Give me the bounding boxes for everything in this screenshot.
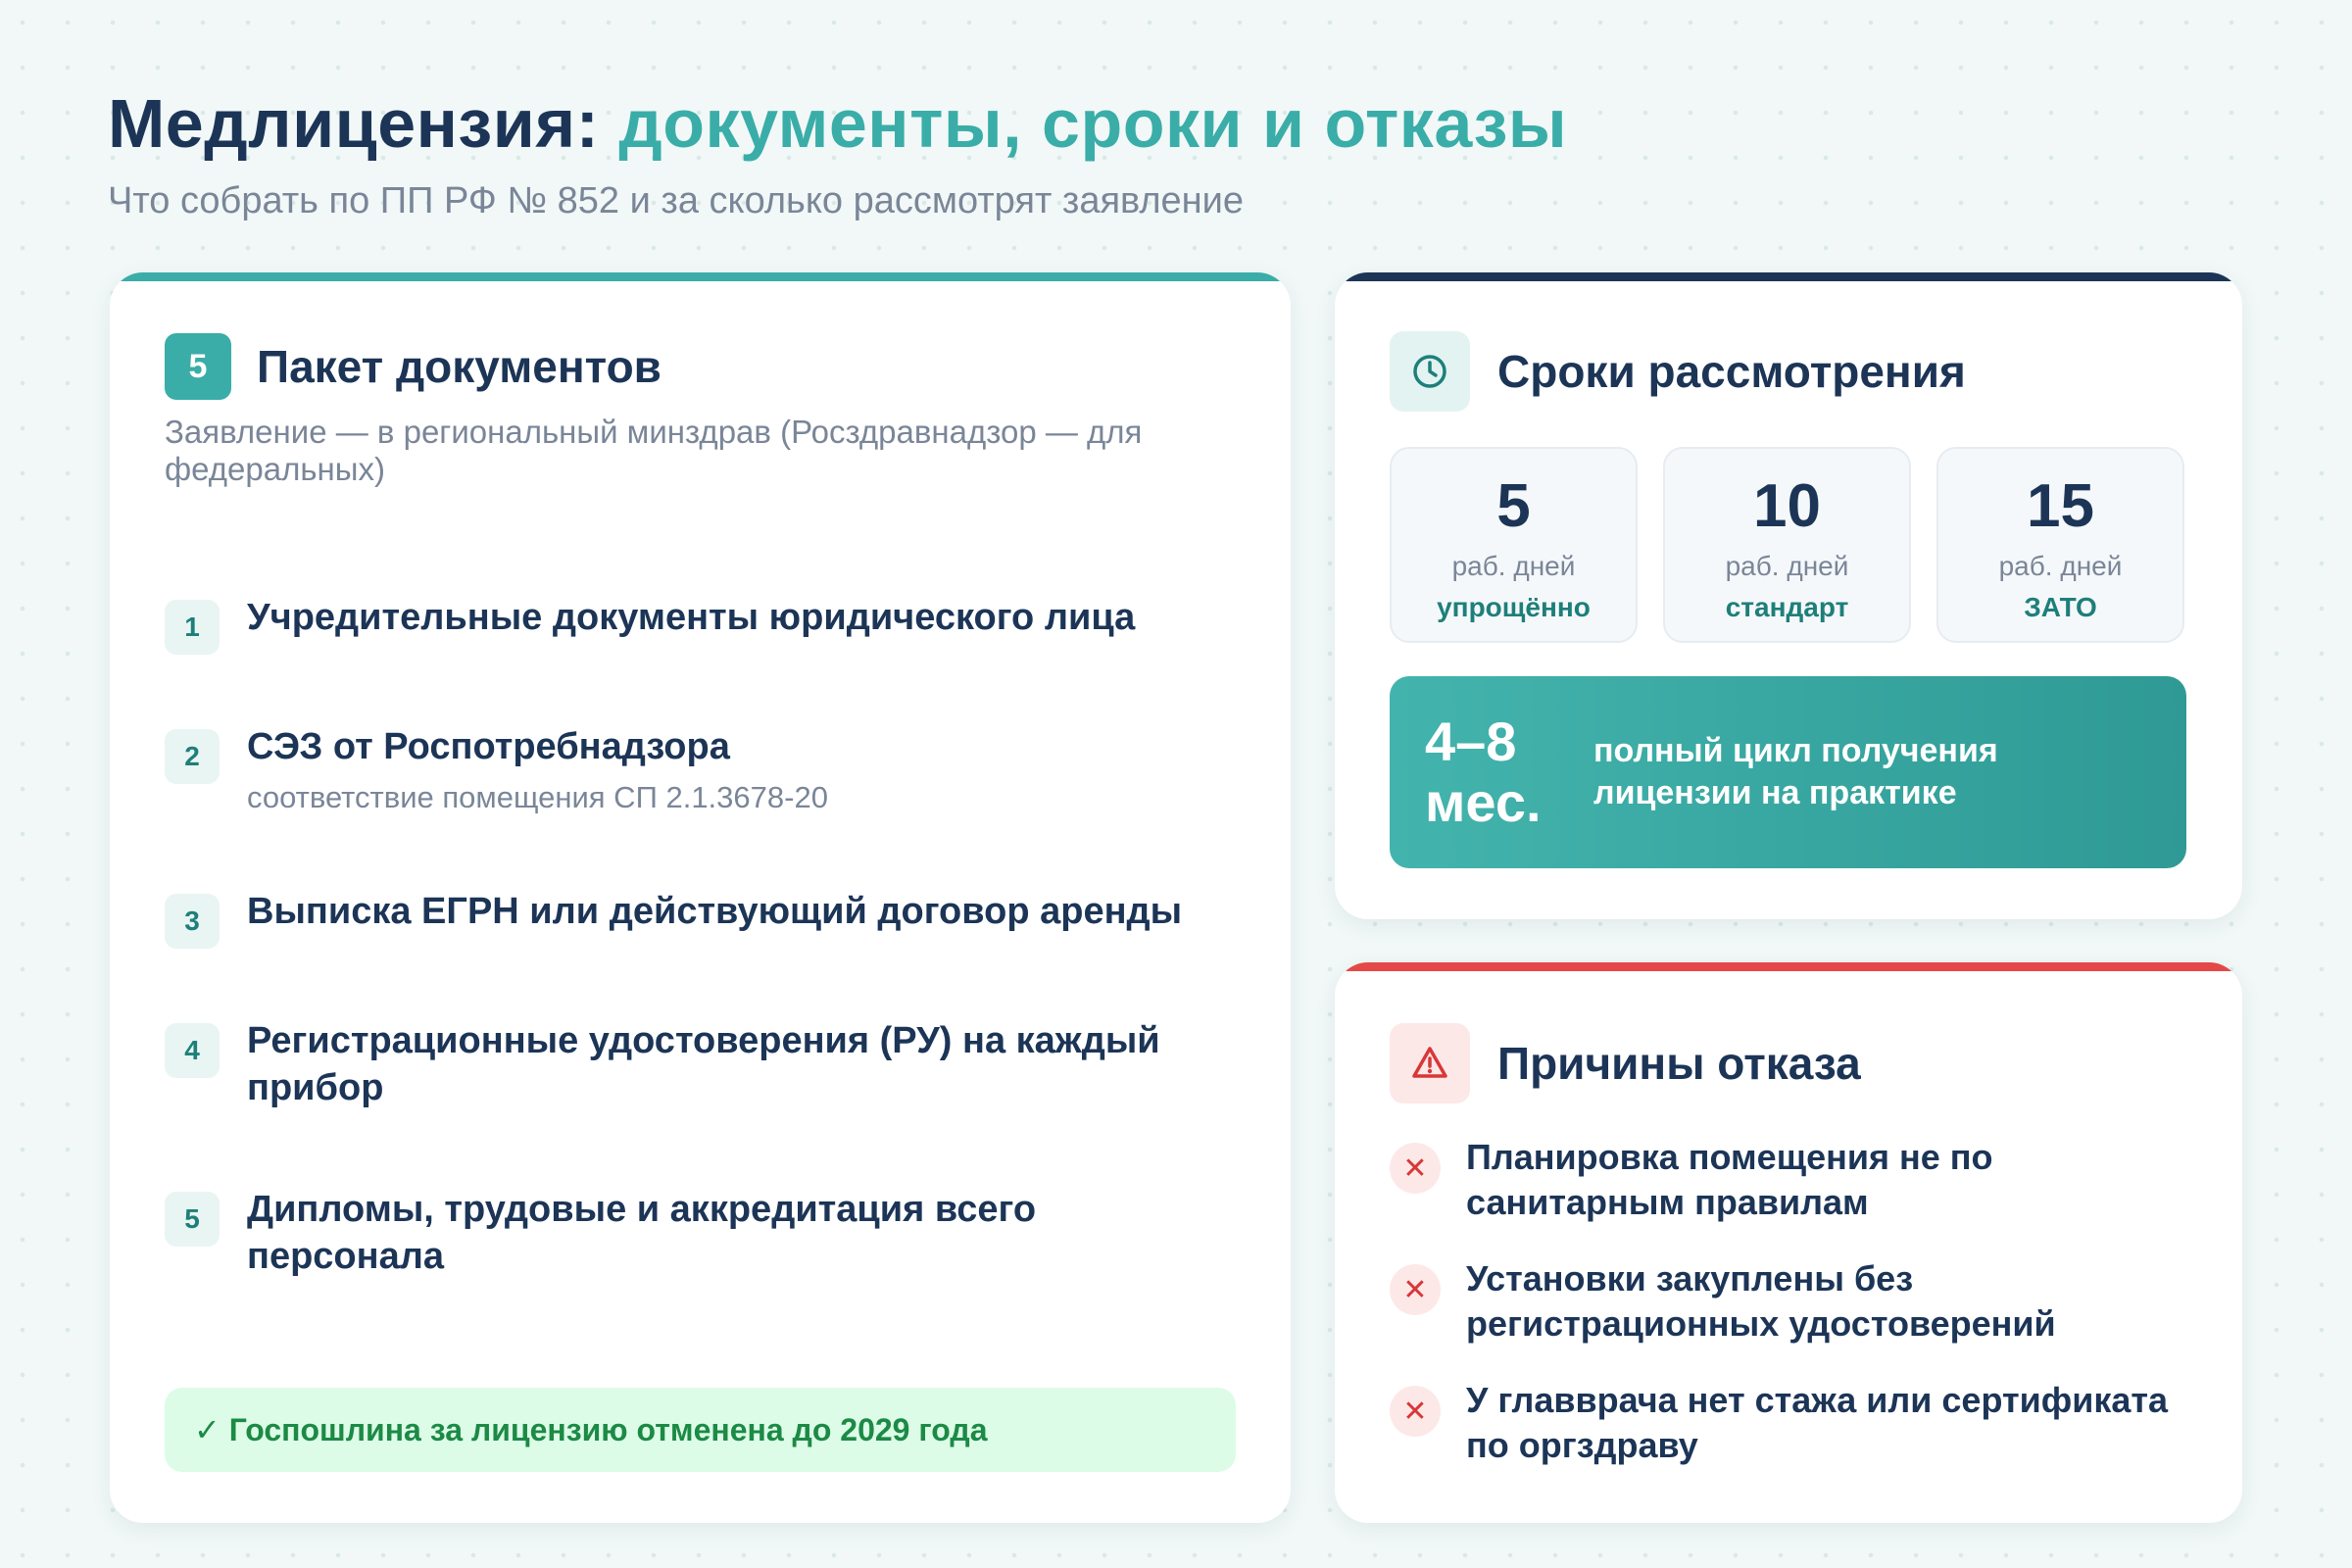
item-number: 1 [165, 600, 220, 655]
refusal-title: Причины отказа [1497, 1038, 1861, 1089]
cycle-value: 4–8 мес. [1425, 710, 1542, 833]
close-icon: ✕ [1390, 1264, 1441, 1315]
refusal-reason [1390, 1378, 2193, 1468]
list-item [165, 1017, 1252, 1111]
term-kind: ЗАТО [2024, 592, 2097, 622]
fee-banner: ✓ Госпошлина за лицензию отменена до 2029 года [165, 1388, 1236, 1472]
item-label: Регистрационные удостоверения (РУ) на каждый прибор [247, 1020, 1160, 1108]
close-icon: ✕ [1390, 1143, 1441, 1194]
terms-tiles [1390, 447, 2184, 643]
terms-card [1335, 272, 2242, 919]
page-subtitle: Что собрать по ПП РФ № 852 и за сколько рассмотрят заявление [108, 180, 1245, 221]
reason-text: У главврача нет стажа или сертификата по оргздраву [1466, 1380, 2169, 1465]
title-accent: документы, сроки и отказы [618, 85, 1568, 162]
term-unit: раб. дней [1451, 551, 1576, 581]
refusal-header [1390, 1023, 1861, 1103]
page-title [108, 84, 1567, 163]
item-label: Выписка ЕГРН или действующий договор аренды [247, 891, 1183, 932]
term-kind: стандарт [1725, 592, 1849, 622]
item-label: Дипломы, трудовые и аккредитация всего персонала [247, 1189, 1037, 1277]
documents-header [165, 333, 662, 400]
full-cycle-banner [1390, 676, 2186, 868]
refusal-reason [1390, 1135, 2193, 1225]
list-item [165, 594, 1252, 655]
refusal-card [1335, 962, 2242, 1523]
documents-title: Пакет документов [257, 341, 662, 392]
item-number: 3 [165, 894, 220, 949]
list-item [165, 888, 1252, 949]
documents-subtitle: Заявление — в региональный минздрав (Росздравнадзор — для федеральных) [165, 414, 1143, 487]
item-number: 2 [165, 729, 220, 784]
item-label: Учредительные документы юридического лица [247, 597, 1136, 638]
list-item [165, 723, 1252, 815]
item-number: 4 [165, 1023, 220, 1078]
item-label: СЭЗ от Роспотребнадзора [247, 726, 730, 767]
term-days: 10 [1753, 472, 1821, 540]
term-unit: раб. дней [1725, 551, 1849, 581]
term-days: 5 [1496, 472, 1531, 540]
refusal-reason [1390, 1256, 2193, 1347]
reason-text: Установки закуплены без регистрационных удостоверений [1466, 1258, 2056, 1344]
reason-text: Планировка помещения не по санитарным правилам [1466, 1137, 1993, 1222]
list-item [165, 1186, 1252, 1280]
item-note: соответствие помещения СП 2.1.3678-20 [247, 780, 828, 814]
term-tile-zato [1936, 447, 2184, 643]
term-tile-standard [1663, 447, 1911, 643]
cycle-text: полный цикл получения лицензии на практике [1593, 732, 1998, 811]
title-main: Медлицензия: [108, 85, 600, 162]
term-days: 15 [2027, 472, 2094, 540]
terms-title: Сроки рассмотрения [1497, 346, 1966, 397]
terms-header [1390, 331, 1966, 412]
term-kind: упрощённо [1437, 592, 1591, 622]
term-tile-simplified [1390, 447, 1638, 643]
close-icon: ✕ [1390, 1386, 1441, 1437]
term-unit: раб. дней [1998, 551, 2123, 581]
item-number: 5 [165, 1192, 220, 1247]
warning-icon [1390, 1023, 1470, 1103]
clock-icon [1390, 331, 1470, 412]
documents-count-badge: 5 [165, 333, 231, 400]
documents-card [110, 272, 1291, 1523]
